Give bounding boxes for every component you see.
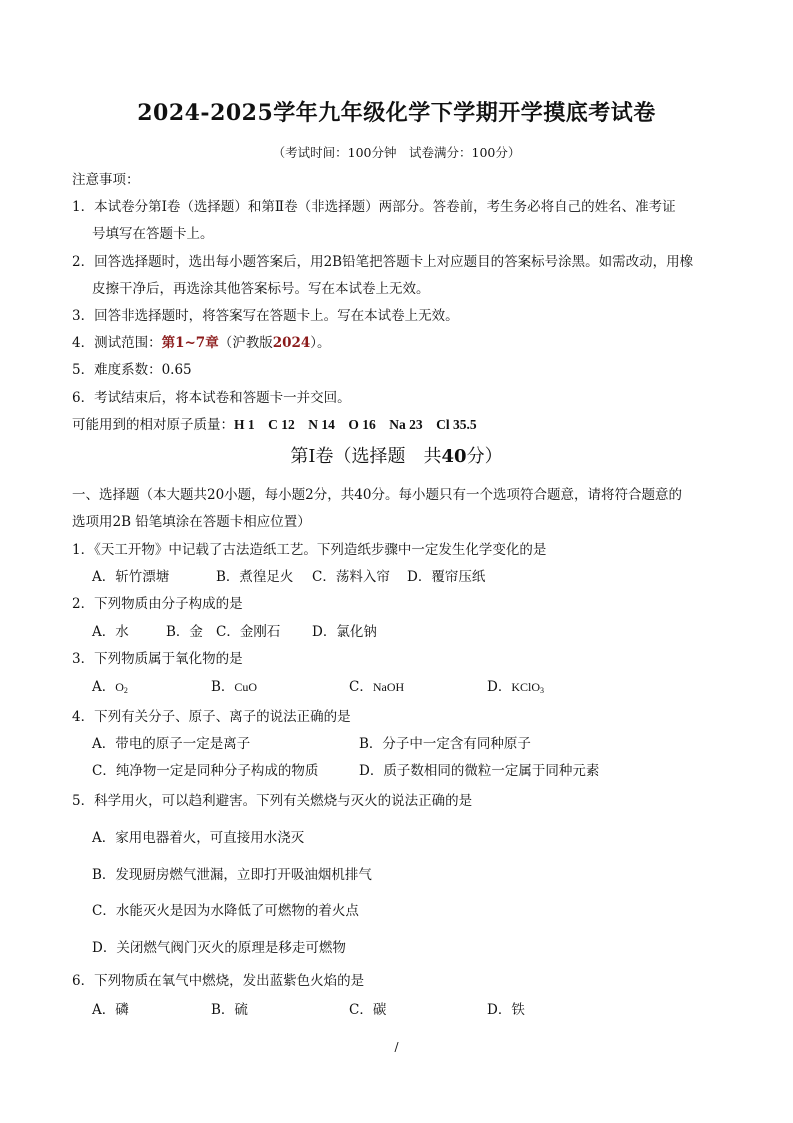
question-2-option-b: B．金 [166,624,203,640]
section-title-c: 分） [466,446,503,467]
exam-title: 2024-2025学年九年级化学下学期开学摸底考试卷 [137,100,656,126]
test-range-edition: 2024 [272,335,311,351]
question-5-option-b: B．发现厨房燃气泄漏，立即打开吸油烟机排气 [92,867,372,883]
question-3-option-c [349,679,404,695]
section-intro-a: 一、选择题（本大题共20小题，每小题2分，共40分。每小题只有一个选项符合题意，请将符合题意的 [72,487,682,503]
question-5-option-d: D．关闭燃气阀门灭火的原理是移走可燃物 [92,940,346,956]
question-5-option-a: A．家用电器着火，可直接用水浇灭 [92,830,305,846]
notice-item-4-mid: （沪教版 [218,335,273,351]
notice-item-6: 6．考试结束后，将本试卷和答题卡一并交回。 [72,390,351,406]
question-3-formula-c: NaOH [372,680,405,694]
question-3-option-b-label: B． [211,679,235,695]
question-3-option-d-label: D． [487,679,512,695]
test-range-chapters: 第1~7章 [161,335,219,351]
question-3-option-a [92,679,128,696]
notice-item-5: 5．难度系数：0.65 [72,362,192,378]
question-1-option-c: C．荡料入帘 [312,569,390,585]
section-title-score: 40 [441,446,467,467]
question-1-option-b: B．煮徨足火 [216,569,294,585]
notice-item-4-prefix: 4．测试范围： [72,335,162,351]
page-marker: / [394,1040,399,1054]
question-1-stem: 1．《天工开物》中记载了古法造纸工艺。下列造纸步骤中一定发生化学变化的是 [72,542,547,558]
exam-subtitle: （考试时间：100分钟 试卷满分：100分） [272,145,521,160]
question-6-option-b: B．硫 [211,1002,248,1018]
question-4-option-b: B．分子中一定含有同种原子 [359,736,531,752]
notice-item-4-suffix: ）。 [310,335,331,351]
question-6-stem: 6．下列物质在氧气中燃烧，发出蓝紫色火焰的是 [72,973,365,989]
question-3-stem: 3．下列物质属于氧化物的是 [72,651,243,667]
section-intro-b: 选项用2B 铅笔填涂在答题卡相应位置） [72,514,311,530]
question-4-option-a: A．带电的原子一定是离子 [92,736,251,752]
notice-item-3: 3．回答非选择题时，将答案写在答题卡上。写在本试卷上无效。 [72,308,459,324]
question-1-option-d: D．覆帘压纸 [407,569,486,585]
question-5-option-c: C．水能灭火是因为水降低了可燃物的着火点 [92,903,359,919]
question-4-option-d: D．质子数相同的微粒一定属于同种元素 [359,763,600,779]
question-3-option-c-label: C． [349,679,373,695]
section-title-a: 第Ⅰ卷（选择题 共 [290,446,442,467]
question-3-option-b [211,679,257,695]
notice-heading: 注意事项： [72,172,140,188]
question-4-option-c: C．纯净物一定是同种分子构成的物质 [92,763,319,779]
question-4-stem: 4．下列有关分子、原子、离子的说法正确的是 [72,709,351,725]
formula-a-base: O [115,680,124,694]
formula-a-sub: 2 [123,686,128,695]
notice-item-1a: 1．本试卷分第Ⅰ卷（选择题）和第Ⅱ卷（非选择题）两部分。答卷前，考生务必将自己的姓名、准考证 [72,199,676,215]
question-6-option-c: C．碳 [349,1002,387,1018]
notice-item-4 [72,335,331,351]
atomic-mass-line [72,417,477,433]
question-2-stem: 2．下列物质由分子构成的是 [72,596,243,612]
question-3-option-d [487,679,544,696]
question-2-option-c: C．金刚石 [216,624,281,640]
question-3-formula-d [511,680,544,694]
notice-item-1b: 号填写在答题卡上。 [92,226,214,242]
notice-item-2b: 皮擦干净后，再选涂其他答案标号。写在本试卷上无效。 [92,281,430,297]
question-3-formula-b: CuO [234,680,258,694]
atomic-mass-label: 可能用到的相对原子质量： [72,417,234,433]
formula-d-sub: 3 [540,686,544,695]
question-6-option-a: A．磷 [92,1002,129,1018]
question-5-stem: 5．科学用火，可以趋利避害。下列有关燃烧与灭火的说法正确的是 [72,793,473,809]
question-6-option-d: D．铁 [487,1002,525,1018]
question-3-formula-a [115,680,128,694]
question-2-option-a: A．水 [92,624,129,640]
notice-item-2a: 2．回答选择题时，选出每小题答案后，用2B铅笔把答题卡上对应题目的答案标号涂黑。如需改动，用橡 [72,254,694,270]
question-2-option-d: D．氯化钠 [312,624,377,640]
atomic-mass-values: H 1 C 12 N 14 O 16 Na 23 Cl 35.5 [234,417,477,432]
question-3-option-a-label: A． [92,679,116,695]
formula-d-base: KClO [511,680,540,694]
question-1-option-a: A．斩竹漂塘 [92,569,170,585]
section-1-title [0,446,793,468]
